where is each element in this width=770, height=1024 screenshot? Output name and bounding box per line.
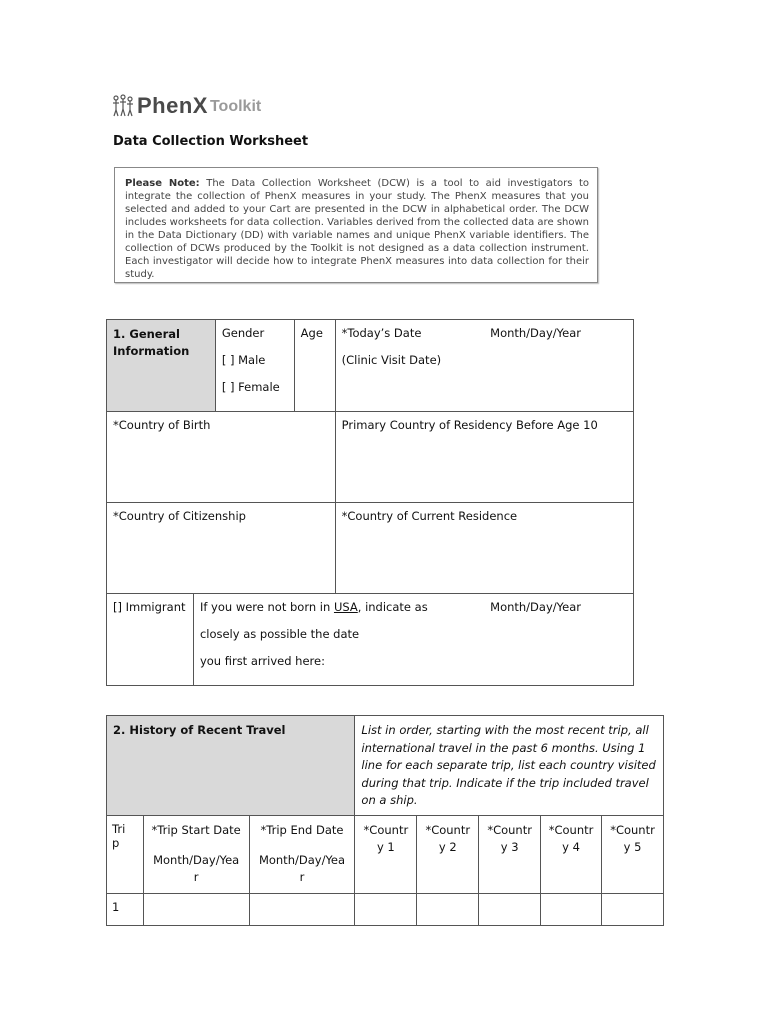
- primary-country-label: Primary Country of Residency Before Age 10: [341, 418, 598, 432]
- people-group-icon: [112, 94, 134, 118]
- arrival-date-cell[interactable]: [193, 594, 633, 686]
- section2-instructions: List in order, starting with the most recent trip, all international travel in the past 6 months. Using 1 line for each separate trip, list each country visited during that trip. Indicate if the trip included travel on a ship.: [361, 723, 656, 807]
- country-5-line2: y 5: [623, 840, 642, 854]
- general-information-table: [106, 319, 634, 686]
- col-header-country-5: [602, 816, 664, 894]
- section2-title-cell: [107, 716, 355, 816]
- col-header-end-label: *Trip End Date: [260, 823, 344, 837]
- citizenship-label: *Country of Citizenship: [113, 509, 246, 523]
- section1-title-cell: [107, 320, 216, 412]
- col-header-start-format-1: Month/Day/Yea: [153, 853, 240, 867]
- todays-date-cell[interactable]: [335, 320, 633, 412]
- col-header-country-4: [541, 816, 602, 894]
- country-1-line2: y 1: [376, 840, 395, 854]
- arrival-line-1-pre: If you were not born in: [199, 600, 334, 614]
- arrival-line-3: you first arrived here:: [199, 654, 325, 668]
- trip-start-date-input[interactable]: [143, 894, 249, 926]
- country-3-line2: y 3: [500, 840, 519, 854]
- col-header-country-2: [417, 816, 479, 894]
- arrival-line-1-post: , indicate as: [357, 600, 428, 614]
- clinic-visit-label: (Clinic Visit Date): [341, 353, 442, 367]
- col-header-end-format-1: Month/Day/Yea: [258, 853, 346, 867]
- arrival-date-format: Month/Day/Year: [490, 600, 581, 614]
- country-5-line1: *Countr: [610, 823, 655, 837]
- col-header-end-format-2: r: [299, 870, 305, 884]
- country-3-line1: *Countr: [487, 823, 532, 837]
- country-1-input[interactable]: [355, 894, 417, 926]
- usa-link: USA: [333, 600, 358, 614]
- country-4-line2: y 4: [562, 840, 580, 854]
- col-header-trip-line1: Tri: [112, 822, 126, 836]
- citizenship-cell[interactable]: [107, 503, 336, 594]
- please-note-box: [114, 167, 598, 283]
- current-residence-cell[interactable]: [335, 503, 633, 594]
- country-2-input[interactable]: [417, 894, 479, 926]
- arrival-line-1: [200, 600, 428, 614]
- section1-title: 1. General Information: [113, 327, 190, 358]
- todays-date-label: *Today’s Date: [341, 326, 422, 340]
- col-header-start-format-2: r: [193, 870, 199, 884]
- note-label: Please Note:: [125, 178, 200, 189]
- country-of-birth-cell[interactable]: [107, 412, 336, 503]
- logo-product: Toolkit: [209, 98, 262, 115]
- country-5-input[interactable]: [602, 894, 664, 926]
- note-text: The Data Collection Worksheet (DCW) is a tool to aid investigators to integrate the collection of PhenX measures in your study. The PhenX measures that you selected and added to your Cart are presented in the DCW in alphabetical order. The DCW includes worksheets for data collection. Variables derived from the collected data are shown in the Data Dictionary (DD) with variable names and unique PhenX variable identifiers. The collection of DCWs produced by the Toolkit is not designed as a data collection instrument. Each investigator will decide how to integrate PhenX measures into data collection for their study.: [125, 178, 589, 280]
- country-4-input[interactable]: [541, 894, 602, 926]
- logo-brand: PhenX: [137, 93, 208, 118]
- country-3-input[interactable]: [479, 894, 541, 926]
- section2-instructions-cell: [355, 716, 664, 816]
- todays-date-format: Month/Day/Year: [490, 326, 581, 340]
- country-2-line1: *Countr: [425, 823, 471, 837]
- phenx-toolkit-logo: [112, 93, 261, 119]
- country-4-line1: *Countr: [548, 823, 594, 837]
- immigrant-checkbox[interactable]: [] Immigrant: [113, 600, 186, 614]
- country-1-line1: *Countr: [363, 823, 409, 837]
- col-header-country-3: [479, 816, 541, 894]
- country-2-line2: y 2: [438, 840, 457, 854]
- gender-cell: [215, 320, 294, 412]
- col-header-trip: [107, 816, 144, 894]
- current-residence-label: *Country of Current Residence: [341, 509, 518, 523]
- gender-label: Gender: [221, 326, 265, 340]
- gender-male-checkbox[interactable]: [ ] Male: [221, 353, 266, 367]
- col-header-start-label: *Trip Start Date: [151, 823, 241, 837]
- col-header-start-date: [143, 816, 249, 894]
- col-header-trip-line2: p: [112, 836, 120, 850]
- trip-end-date-input[interactable]: [249, 894, 355, 926]
- country-of-birth-label: *Country of Birth: [113, 418, 211, 432]
- recent-travel-table: [106, 715, 664, 926]
- gender-female-checkbox[interactable]: [ ] Female: [221, 380, 280, 394]
- col-header-country-1: [355, 816, 417, 894]
- section2-title: 2. History of Recent Travel: [113, 723, 286, 737]
- page-title: Data Collection Worksheet: [113, 134, 309, 149]
- trip-number: 1: [107, 894, 144, 926]
- age-label: Age: [300, 326, 323, 340]
- age-cell[interactable]: [294, 320, 335, 412]
- table-row: [107, 894, 664, 926]
- primary-country-cell[interactable]: [335, 412, 633, 503]
- col-header-end-date: [249, 816, 355, 894]
- arrival-line-2: closely as possible the date: [199, 627, 360, 641]
- immigrant-cell[interactable]: [107, 594, 194, 686]
